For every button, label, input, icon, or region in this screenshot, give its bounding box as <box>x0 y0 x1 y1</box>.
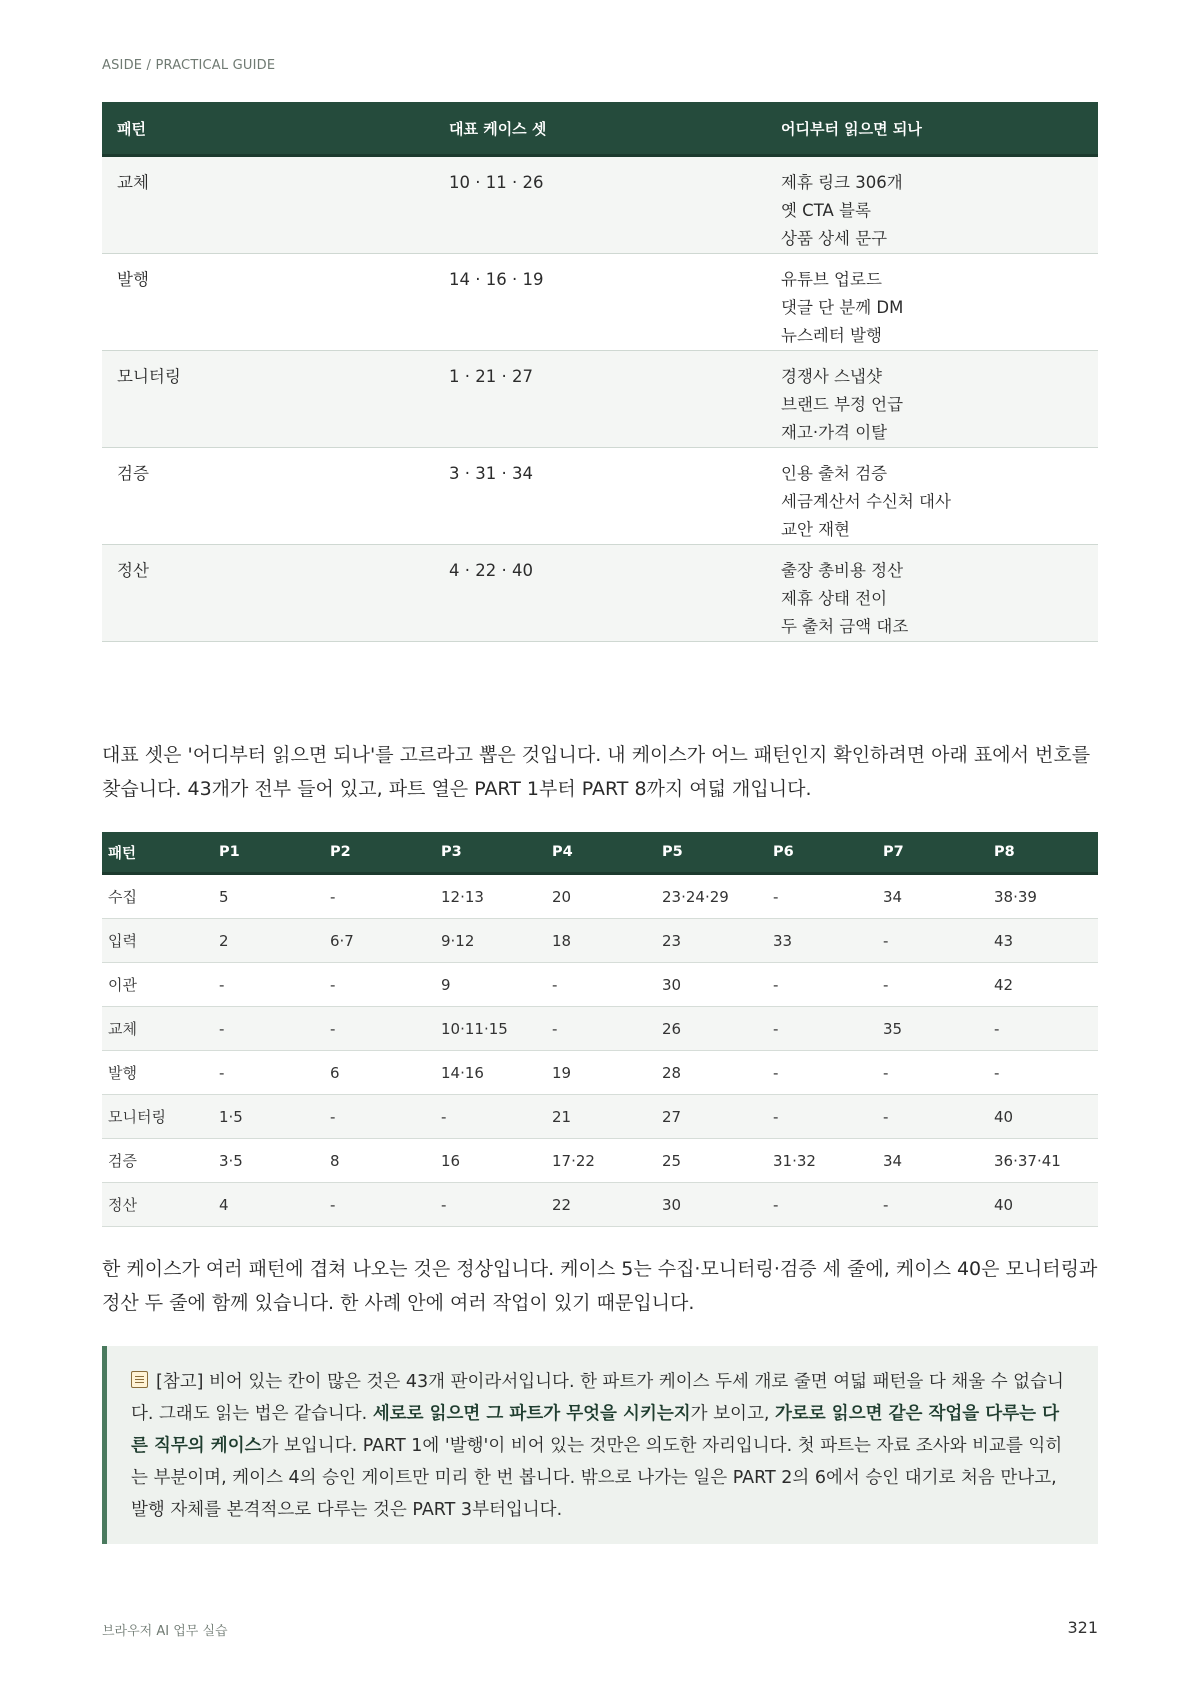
part-cell: 34 <box>877 1139 988 1183</box>
table-header-row <box>102 102 1098 156</box>
footer-book-title: 브라우저 AI 업무 실습 <box>102 1624 228 1639</box>
part-cell: 6·7 <box>324 919 435 963</box>
part-cell: 22 <box>546 1183 656 1227</box>
table-row <box>102 1139 1098 1183</box>
running-head: ASIDE / PRACTICAL GUIDE <box>102 58 276 73</box>
part-cell: 30 <box>656 963 767 1007</box>
pattern-cell: 검증 <box>102 448 434 545</box>
part-cell: 9·12 <box>435 919 546 963</box>
start-cell <box>766 448 1098 545</box>
memo-icon <box>131 1371 148 1388</box>
part-cell: - <box>988 1007 1098 1051</box>
start-item: 뉴스레터 발행 <box>781 326 882 345</box>
note-text: [참고] 비어 있는 칸이 많은 것은 43개 판이라서입니다. 한 파트가 케이스 두세 개로 줄면 여덟 패턴을 다 채울 수 없습니다. 그래도 읽는 법은 같습니다. <box>131 1372 1064 1424</box>
column-header: 패턴 <box>102 102 434 156</box>
part-cell: - <box>767 963 877 1007</box>
part-cell: 26 <box>656 1007 767 1051</box>
pattern-part-matrix-table <box>102 832 1098 1227</box>
part-cell: 36·37·41 <box>988 1139 1098 1183</box>
part-cell: 5 <box>213 874 324 919</box>
cases-cell: 14 · 16 · 19 <box>434 254 766 351</box>
start-item: 인용 출처 검증 <box>781 464 888 483</box>
pattern-cell: 교체 <box>102 1007 213 1051</box>
pattern-cell: 정산 <box>102 1183 213 1227</box>
pattern-summary-table <box>102 102 1098 642</box>
part-cell: - <box>877 1095 988 1139</box>
page-number: 321 <box>1067 1618 1098 1637</box>
note-text: 가 보입니다. PART 1에 '발행'이 비어 있는 것만은 의도한 자리입니다. 첫 파트는 자료 조사와 비교를 익히는 부분이며, 케이스 4의 승인 게이트만 미리 한 번 봅니다. 밖으로 나가는 일은 PART 2의 6에서 승인 대기로 처음 만나고, 발행 자체를 본격적으로 다루는 것은 PART 3부터입니다. <box>131 1436 1063 1520</box>
start-cell <box>766 254 1098 351</box>
start-cell <box>766 156 1098 254</box>
table-row <box>102 963 1098 1007</box>
part-cell: - <box>546 1007 656 1051</box>
cases-cell: 3 · 31 · 34 <box>434 448 766 545</box>
body-paragraph: 한 케이스가 여러 패턴에 겹쳐 나오는 것은 정상입니다. 케이스 5는 수집·모니터링·검증 세 줄에, 케이스 40은 모니터링과 정산 두 줄에 함께 있습니다. 한 사례 안에 여러 작업이 있기 때문입니다. <box>102 1258 1098 1314</box>
part-cell: - <box>546 963 656 1007</box>
table-row <box>102 448 1098 545</box>
part-cell: 1·5 <box>213 1095 324 1139</box>
column-header: P6 <box>767 832 877 874</box>
part-cell: - <box>877 1051 988 1095</box>
start-item: 제휴 링크 306개 <box>781 173 903 192</box>
part-cell: 4 <box>213 1183 324 1227</box>
part-cell: 23·24·29 <box>656 874 767 919</box>
part-cell: 21 <box>546 1095 656 1139</box>
part-cell: - <box>877 1183 988 1227</box>
part-cell: 12·13 <box>435 874 546 919</box>
pattern-cell: 이관 <box>102 963 213 1007</box>
part-cell: 19 <box>546 1051 656 1095</box>
table-row <box>102 1183 1098 1227</box>
part-cell: 35 <box>877 1007 988 1051</box>
cases-cell: 1 · 21 · 27 <box>434 351 766 448</box>
start-item: 경쟁사 스냅샷 <box>781 367 882 386</box>
pattern-cell: 발행 <box>102 1051 213 1095</box>
part-cell: 33 <box>767 919 877 963</box>
part-cell: 9 <box>435 963 546 1007</box>
cases-cell: 4 · 22 · 40 <box>434 545 766 642</box>
note-emphasis: 가로로 읽으면 같은 작업을 다루는 다른 직무의 케이스 <box>131 1404 1060 1456</box>
part-cell: 14·16 <box>435 1051 546 1095</box>
part-cell: 6 <box>324 1051 435 1095</box>
start-item: 브랜드 부정 언급 <box>781 395 904 414</box>
part-cell: - <box>435 1095 546 1139</box>
part-cell: - <box>877 919 988 963</box>
part-cell: 34 <box>877 874 988 919</box>
part-cell: 18 <box>546 919 656 963</box>
pattern-cell: 모니터링 <box>102 351 434 448</box>
part-cell: 16 <box>435 1139 546 1183</box>
pattern-cell: 입력 <box>102 919 213 963</box>
part-cell: - <box>767 1007 877 1051</box>
part-cell: 43 <box>988 919 1098 963</box>
part-cell: - <box>988 1051 1098 1095</box>
part-cell: 30 <box>656 1183 767 1227</box>
part-cell: 8 <box>324 1139 435 1183</box>
body-paragraph: 대표 셋은 '어디부터 읽으면 되나'를 고르라고 뽑은 것입니다. 내 케이스가 어느 패턴인지 확인하려면 아래 표에서 번호를 찾습니다. 43개가 전부 들어 있고, 파트 열은 PART 1부터 PART 8까지 여덟 개입니다. <box>102 744 1091 800</box>
part-cell: 23 <box>656 919 767 963</box>
pattern-cell: 교체 <box>102 156 434 254</box>
column-header: P8 <box>988 832 1098 874</box>
table-row <box>102 1095 1098 1139</box>
part-cell: 28 <box>656 1051 767 1095</box>
table-row <box>102 1051 1098 1095</box>
part-cell: 42 <box>988 963 1098 1007</box>
part-cell: - <box>435 1183 546 1227</box>
start-cell <box>766 351 1098 448</box>
column-header: P7 <box>877 832 988 874</box>
start-item: 재고·가격 이탈 <box>781 423 888 442</box>
part-cell: 31·32 <box>767 1139 877 1183</box>
start-item: 제휴 상태 전이 <box>781 589 888 608</box>
part-cell: 17·22 <box>546 1139 656 1183</box>
part-cell: - <box>324 1007 435 1051</box>
column-header: P1 <box>213 832 324 874</box>
part-cell: 10·11·15 <box>435 1007 546 1051</box>
start-item: 상품 상세 문구 <box>781 229 888 248</box>
column-header: 패턴 <box>102 832 213 874</box>
pattern-cell: 모니터링 <box>102 1095 213 1139</box>
part-cell: 20 <box>546 874 656 919</box>
part-cell: - <box>767 1051 877 1095</box>
part-cell: 40 <box>988 1095 1098 1139</box>
pattern-cell: 수집 <box>102 874 213 919</box>
part-cell: 2 <box>213 919 324 963</box>
table-row <box>102 156 1098 254</box>
part-cell: - <box>213 1007 324 1051</box>
table-header-row <box>102 832 1098 874</box>
start-item: 두 출처 금액 대조 <box>781 617 909 636</box>
part-cell: 3·5 <box>213 1139 324 1183</box>
part-cell: - <box>213 1051 324 1095</box>
part-cell: - <box>324 963 435 1007</box>
column-header: 대표 케이스 셋 <box>434 102 766 156</box>
part-cell: 27 <box>656 1095 767 1139</box>
part-cell: - <box>324 1095 435 1139</box>
column-header: 어디부터 읽으면 되나 <box>766 102 1098 156</box>
note-emphasis: 세로로 읽으면 그 파트가 무엇을 시키는지 <box>372 1404 691 1424</box>
start-item: 세금계산서 수신처 대사 <box>781 492 951 511</box>
note-text: 가 보이고, <box>690 1404 775 1424</box>
part-cell: 38·39 <box>988 874 1098 919</box>
pattern-cell: 정산 <box>102 545 434 642</box>
table-row <box>102 351 1098 448</box>
part-cell: - <box>324 874 435 919</box>
part-cell: - <box>324 1183 435 1227</box>
column-header: P4 <box>546 832 656 874</box>
column-header: P2 <box>324 832 435 874</box>
pattern-cell: 검증 <box>102 1139 213 1183</box>
table-row <box>102 254 1098 351</box>
start-item: 출장 총비용 정산 <box>781 561 904 580</box>
part-cell: 25 <box>656 1139 767 1183</box>
part-cell: - <box>767 874 877 919</box>
table-row <box>102 545 1098 642</box>
column-header: P5 <box>656 832 767 874</box>
part-cell: 40 <box>988 1183 1098 1227</box>
part-cell: - <box>767 1095 877 1139</box>
pattern-cell: 발행 <box>102 254 434 351</box>
start-item: 댓글 단 분께 DM <box>781 298 904 317</box>
part-cell: - <box>877 963 988 1007</box>
table-row <box>102 919 1098 963</box>
start-item: 유튜브 업로드 <box>781 270 882 289</box>
column-header: P3 <box>435 832 546 874</box>
part-cell: - <box>213 963 324 1007</box>
part-cell: - <box>767 1183 877 1227</box>
table-row <box>102 874 1098 919</box>
table-row <box>102 1007 1098 1051</box>
start-cell <box>766 545 1098 642</box>
cases-cell: 10 · 11 · 26 <box>434 156 766 254</box>
note-box <box>102 1346 1098 1544</box>
start-item: 옛 CTA 블록 <box>781 201 871 220</box>
start-item: 교안 재현 <box>781 520 851 539</box>
